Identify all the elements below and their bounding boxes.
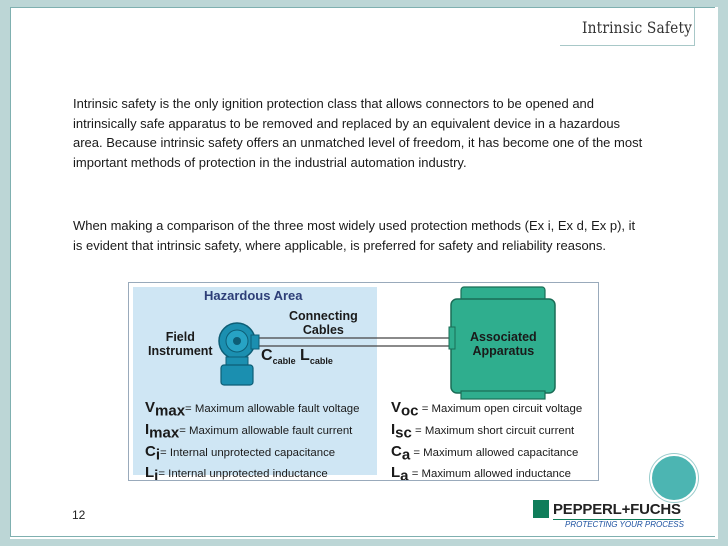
associated-apparatus-label-line2: Apparatus [472, 344, 535, 358]
legend-subscript: a [401, 445, 411, 463]
legend-text: = Maximum allowable fault voltage [185, 403, 360, 415]
legend-subscript: oc [401, 402, 419, 420]
cable-inductance-symbol: L [300, 347, 310, 364]
slide-frame-right [718, 0, 728, 546]
apparatus-parameters-legend [391, 399, 582, 481]
legend-item [391, 464, 582, 481]
legend-item [391, 399, 582, 421]
field-instrument-label [148, 330, 213, 358]
slide-frame-top [10, 0, 718, 7]
slide-title: Intrinsic Safety [582, 18, 693, 37]
intrinsic-safety-diagram [128, 282, 599, 481]
cable-capacitance-symbol: C [261, 347, 273, 364]
page-number: 12 [72, 508, 86, 522]
cable-parameters [261, 347, 333, 366]
field-instrument-label-line1: Field [165, 330, 195, 344]
legend-item [145, 421, 359, 443]
legend-text: = Maximum allowable fault current [179, 424, 353, 437]
connecting-cables-label [289, 309, 358, 337]
legend-text: = Maximum allowed capacitance [413, 446, 579, 459]
legend-subscript: sc [395, 424, 412, 442]
field-parameters-legend [145, 399, 359, 481]
cable-capacitance-subscript: cable [272, 356, 296, 367]
legend-symbol: I [391, 420, 396, 438]
slide-frame-bottom [10, 539, 718, 546]
legend-subscript: a [400, 467, 409, 481]
legend-symbol: V [391, 399, 402, 416]
company-tagline: PROTECTING YOUR PROCESS [565, 520, 684, 529]
title-vertical-rule [694, 8, 695, 46]
legend-text: = Maximum short circuit current [415, 424, 575, 437]
decorative-circle [650, 454, 698, 502]
associated-apparatus-label-line1: Associated [470, 330, 537, 344]
associated-apparatus-label [470, 330, 537, 358]
legend-symbol: L [391, 464, 401, 481]
slide-frame-left [0, 0, 10, 546]
legend-symbol: C [391, 442, 402, 460]
legend-item [145, 443, 359, 465]
paragraph-comparison: When making a comparison of the three most widely used protection methods (Ex i, Ex d, Ex p), it is evident that intrinsic safety, where applicable, is preferred for safety and reliability reasons. [73, 218, 636, 253]
legend-text: = Maximum open circuit voltage [421, 403, 583, 415]
legend-text: = Internal unprotected capacitance [160, 446, 336, 459]
legend-subscript: i [154, 467, 159, 481]
legend-subscript: i [155, 445, 161, 463]
legend-item [391, 421, 582, 443]
cable-inductance-subscript: cable [309, 356, 333, 367]
legend-symbol: C [145, 442, 156, 460]
hazardous-area-label: Hazardous Area [204, 288, 303, 303]
field-instrument-icon [219, 323, 259, 385]
field-instrument-label-line2: Instrument [148, 344, 213, 358]
legend-subscript: max [155, 402, 186, 420]
legend-item [145, 464, 359, 481]
legend-subscript: max [149, 424, 180, 442]
title-underline [560, 45, 694, 46]
legend-text: = Internal unprotected inductance [158, 468, 328, 481]
connecting-cables-label-line2: Cables [302, 323, 344, 337]
company-logo-icon [533, 500, 549, 518]
company-name: PEPPERL+FUCHS [553, 501, 681, 518]
connecting-cables-label-line1: Connecting [289, 309, 358, 323]
paragraph-intro: Intrinsic safety is the only ignition protection class that allows connectors to be opened and intrinsically safe apparatus to be removed and replaced by an equivalent device in a hazardous area. Because intrinsic safety offers an unmatched level of freedom, it has become one of the most important methods of protection in the industrial automation industry. [73, 96, 643, 170]
legend-symbol: V [145, 399, 156, 416]
legend-text: = Maximum allowed inductance [411, 468, 571, 481]
legend-symbol: L [145, 464, 155, 481]
legend-item [145, 399, 359, 421]
legend-symbol: I [145, 420, 150, 438]
legend-item [391, 443, 582, 465]
